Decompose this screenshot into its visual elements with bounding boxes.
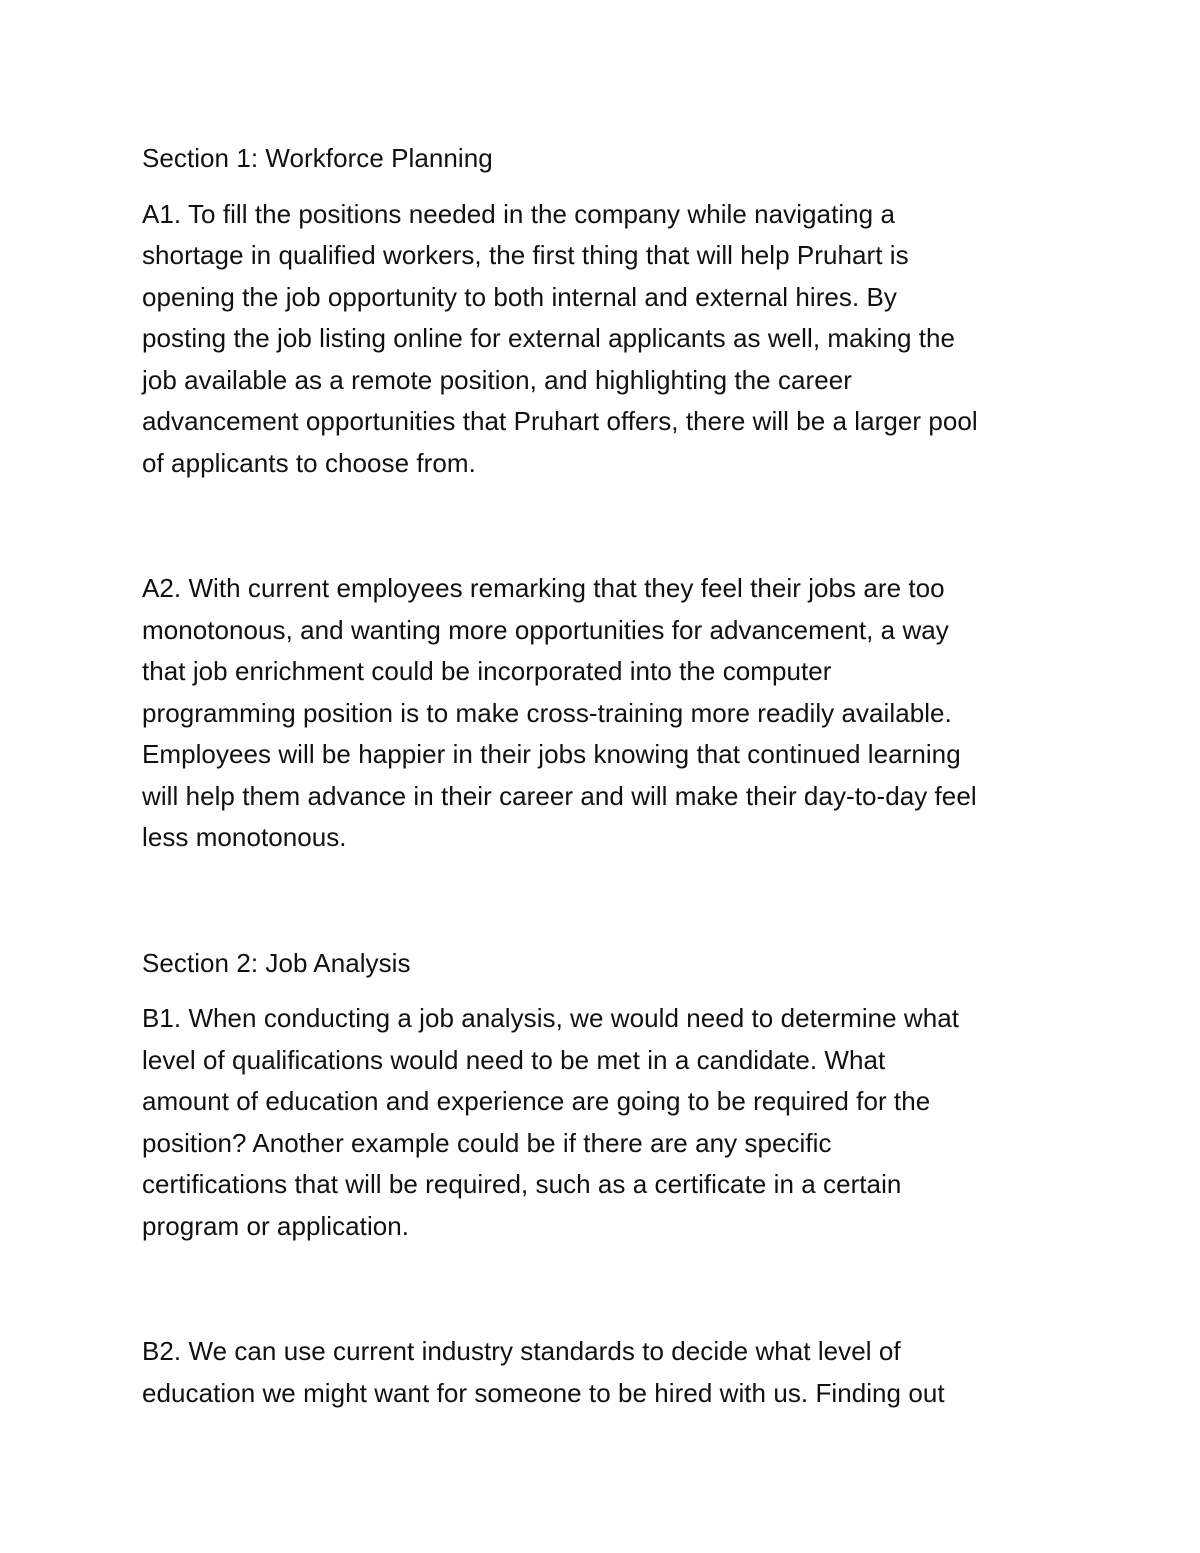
paragraph-line: less monotonous. (142, 822, 347, 852)
paragraph-line: program or application. (142, 1210, 410, 1241)
paragraph-line: shortage in qualified workers, the first thing that will help Pruhart is (142, 240, 909, 270)
section-spacer (142, 873, 1080, 943)
paragraph-line: B2. We can use current industry standards to decide what level of (142, 1336, 901, 1366)
paragraph-line: that job enrichment could be incorporated into the computer (142, 656, 832, 686)
paragraph-spacer (142, 1261, 1080, 1331)
paragraph-line: programming position is to make cross-training more readily available. (142, 697, 952, 728)
paragraph-line: level of qualifications would need to be met in a candidate. What (142, 1044, 886, 1075)
paragraph-line: will help them advance in their career and will make their day-to-day feel (142, 780, 977, 811)
paragraph-line: opening the job opportunity to both internal and external hires. By (142, 281, 897, 312)
section-1-heading: Section 1: Workforce Planning (142, 143, 493, 173)
paragraph-line: certifications that will be required, such as a certificate in a certain (142, 1169, 902, 1199)
paragraph-line: position? Another example could be if there are any specific (142, 1127, 832, 1158)
paragraph-line: amount of education and experience are going to be required for the (142, 1086, 931, 1116)
paragraph-line: job available as a remote position, and highlighting the career (142, 364, 852, 395)
section-2-heading: Section 2: Job Analysis (142, 947, 411, 978)
paragraph-a2 (142, 568, 1080, 859)
paragraph-line: posting the job listing online for external applicants as well, making the (142, 323, 956, 353)
paragraph-a1 (142, 194, 1080, 485)
paragraph-b1 (142, 998, 1080, 1247)
paragraph-line: A2. With current employees remarking that they feel their jobs are too (142, 573, 945, 603)
paragraph-line: B1. When conducting a job analysis, we would need to determine what (142, 1003, 960, 1033)
paragraph-line: Employees will be happier in their jobs knowing that continued learning (142, 739, 961, 769)
paragraph-line: A1. To fill the positions needed in the company while navigating a (142, 198, 895, 229)
paragraph-b2 (142, 1331, 1080, 1414)
paragraph-line: advancement opportunities that Pruhart offers, there will be a larger pool (142, 406, 978, 436)
paragraph-spacer (142, 498, 1080, 568)
paragraph-line: education we might want for someone to be hired with us. Finding out (142, 1377, 945, 1408)
paragraph-line: monotonous, and wanting more opportunities for advancement, a way (142, 614, 949, 645)
paragraph-line: of applicants to choose from. (142, 447, 476, 478)
